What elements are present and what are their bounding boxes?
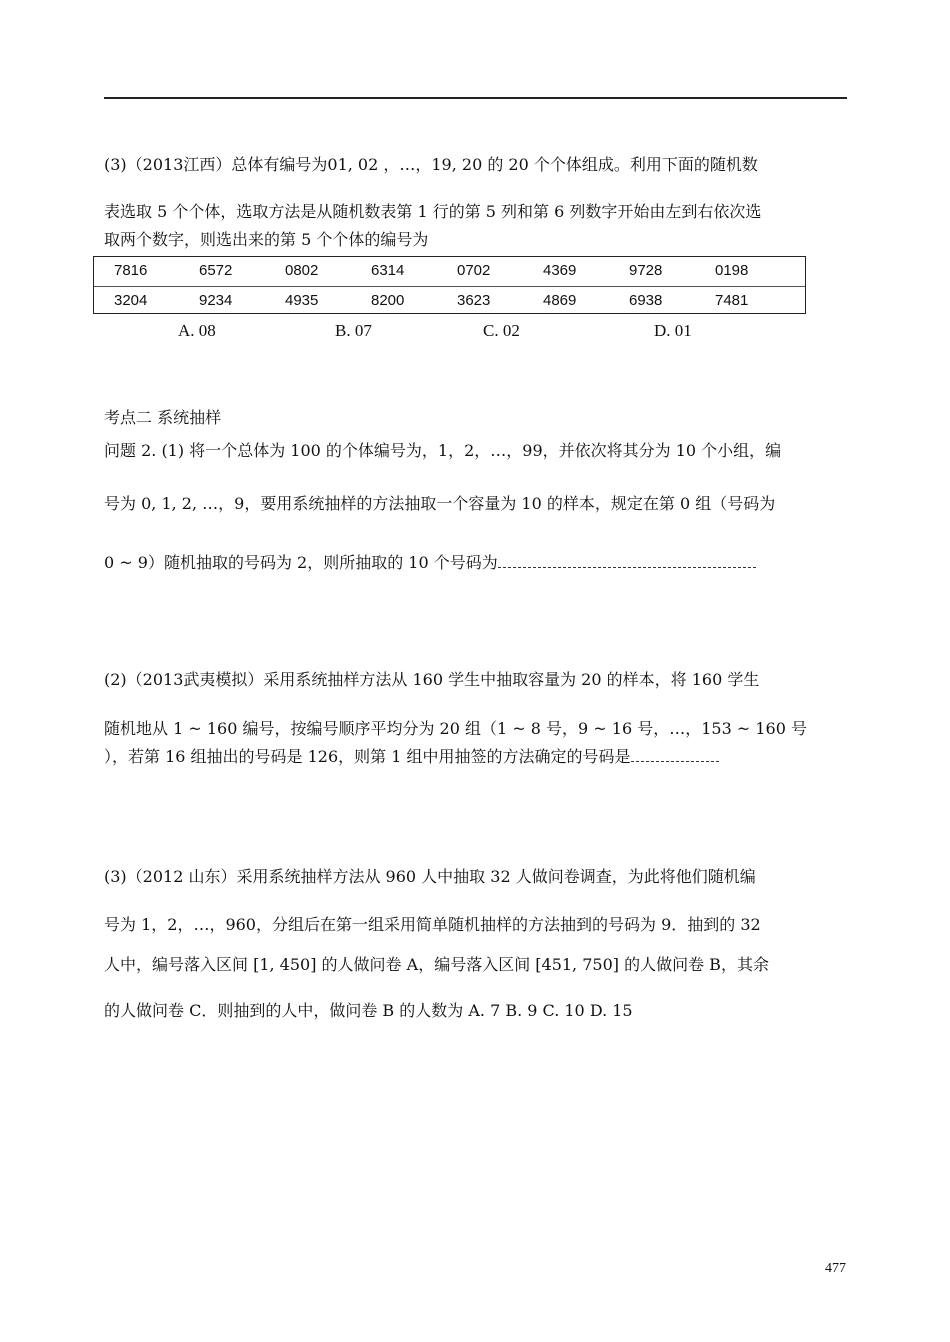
- table-cell: 9234: [199, 292, 233, 309]
- problem-line: 取两个数字，则选出来的第 5 个个体的编号为: [104, 230, 429, 249]
- table-cell: 6572: [199, 262, 233, 279]
- answer-blank[interactable]: [631, 745, 719, 762]
- table-row: [94, 257, 805, 285]
- table-row: [94, 286, 805, 315]
- problem-line: (2)（2013武夷模拟）采用系统抽样方法从 160 学生中抽取容量为 20 的样本，将 160 学生: [104, 670, 760, 689]
- table-cell: 4369: [543, 262, 577, 279]
- table-cell: 4869: [543, 292, 577, 309]
- table-cell: 3623: [457, 292, 491, 309]
- problem-line: ），若第 16 组抽出的号码是 126，则第 1 组中用抽签的方法确定的号码是: [104, 747, 631, 766]
- header-rule: [104, 97, 847, 99]
- problem-line: 号为 1，2，…，960，分组后在第一组采用简单随机抽样的方法抽到的号码为 9．抽到的 32: [104, 915, 761, 934]
- random-number-table: [93, 256, 806, 314]
- answer-blank[interactable]: [498, 551, 756, 568]
- problem-line: 问题 2. (1) 将一个总体为 100 的个体编号为，1，2，…，99，并依次将其分为 10 个小组，编: [104, 441, 782, 460]
- table-cell: 9728: [629, 262, 663, 279]
- table-cell: 6314: [371, 262, 405, 279]
- problem-line: (3)（2012 山东）采用系统抽样方法从 960 人中抽取 32 人做问卷调查，为此将他们随机编: [104, 867, 756, 886]
- table-cell: 7816: [114, 262, 148, 279]
- table-cell: 4935: [285, 292, 319, 309]
- table-cell: 0702: [457, 262, 491, 279]
- section-heading: 考点二 系统抽样: [104, 408, 222, 427]
- problem-line: 的人做问卷 C．则抽到的人中，做问卷 B 的人数为 A. 7 B. 9 C. 10 D. 15: [104, 1001, 633, 1020]
- problem-line: 号为 0, 1, 2, …，9，要用系统抽样的方法抽取一个容量为 10 的样本，规定在第 0 组（号码为: [104, 494, 776, 513]
- table-cell: 7481: [715, 292, 749, 309]
- table-cell: 0198: [715, 262, 749, 279]
- problem-line: 随机地从 1 ~ 160 编号，按编号顺序平均分为 20 组（1 ~ 8 号，9 ~ 16 号，…，153 ~ 160 号: [104, 719, 807, 738]
- option-c: C. 02: [483, 321, 520, 340]
- option-a: A. 08: [178, 321, 216, 340]
- table-cell: 0802: [285, 262, 319, 279]
- option-b: B. 07: [335, 321, 372, 340]
- problem-line: 表选取 5 个个体，选取方法是从随机数表第 1 行的第 5 列和第 6 列数字开始由左到右依次选: [104, 202, 762, 221]
- option-d: D. 01: [654, 321, 692, 340]
- problem-line: 0 ~ 9）随机抽取的号码为 2，则所抽取的 10 个号码为: [104, 553, 498, 572]
- problem-line-with-blank: [104, 744, 719, 770]
- page-number: 477: [825, 1261, 846, 1276]
- table-cell: 8200: [371, 292, 405, 309]
- table-cell: 3204: [114, 292, 148, 309]
- table-cell: 6938: [629, 292, 663, 309]
- problem-line: 人中，编号落入区间 [1, 450] 的人做问卷 A，编号落入区间 [451, 750] 的人做问卷 B，其余: [104, 955, 769, 974]
- problem-line-with-blank: [104, 550, 756, 576]
- problem-line: (3)（2013江西）总体有编号为01, 02 ，…，19, 20 的 20 个个体组成。利用下面的随机数: [104, 155, 758, 174]
